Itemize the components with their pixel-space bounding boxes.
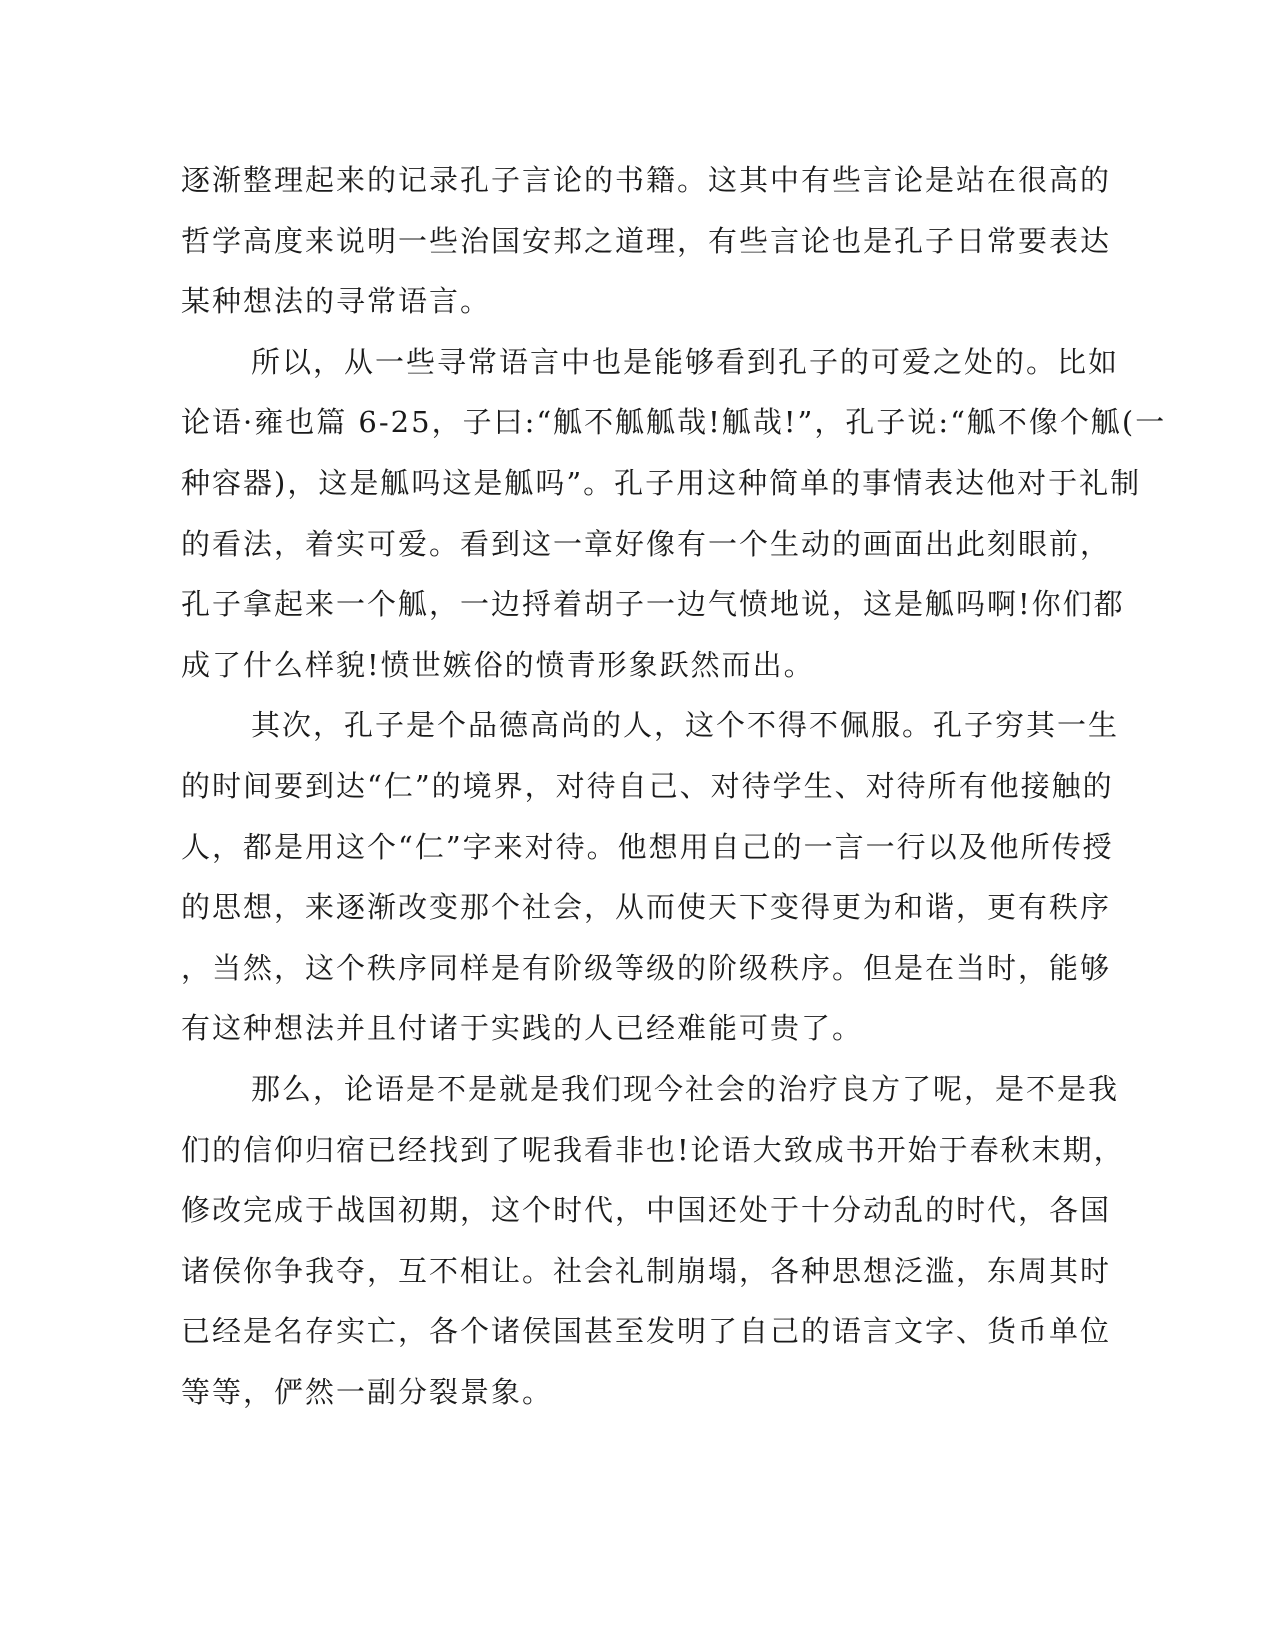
text-line: 其次，孔子是个品德高尚的人，这个不得不佩服。孔子穷其一生 xyxy=(251,708,1120,743)
text-line: 的时间要到达“仁”的境界，对待自己、对待学生、对待所有他接触的 xyxy=(181,768,1114,803)
text-line: 人，都是用这个“仁”字来对待。他想用自己的一言一行以及他所传授 xyxy=(181,829,1114,864)
paragraph-2 xyxy=(181,340,1167,704)
text-line: 种容器)，这是觚吗这是觚吗”。孔子用这种简单的事情表达他对于礼制 xyxy=(181,465,1142,500)
text-line: 已经是名存实亡，各个诸侯国甚至发明了自己的语言文字、货币单位 xyxy=(181,1314,1112,1349)
document-body xyxy=(181,158,1167,1430)
paragraph-3 xyxy=(181,703,1120,1067)
text-line: 某种想法的寻常语言。 xyxy=(181,284,492,319)
text-line: 逐渐整理起来的记录孔子言论的书籍。这其中有些言论是站在很高的 xyxy=(181,163,1112,197)
text-line: 所以，从一些寻常语言中也是能够看到孔子的可爱之处的。比如 xyxy=(251,344,1120,379)
text-line: 等等，俨然一副分裂景象。 xyxy=(181,1374,554,1409)
paragraph-4 xyxy=(181,1067,1125,1431)
text-line: 论语·雍也篇 6-25，子曰:“觚不觚觚哉!觚哉!”，孔子说:“觚不像个觚(一 xyxy=(181,405,1167,440)
text-line: 哲学高度来说明一些治国安邦之道理，有些言论也是孔子日常要表达 xyxy=(181,223,1112,258)
text-line: 的思想，来逐渐改变那个社会，从而使天下变得更为和谐，更有秩序 xyxy=(181,890,1112,925)
text-line: 的看法，着实可爱。看到这一章好像有一个生动的画面出此刻眼前， xyxy=(181,526,1112,561)
paragraph-1 xyxy=(181,158,1112,340)
text-line: 孔子拿起来一个觚，一边捋着胡子一边气愤地说，这是觚吗啊!你们都 xyxy=(181,587,1125,622)
text-line: ，当然，这个秩序同样是有阶级等级的阶级秩序。但是在当时，能够 xyxy=(181,950,1112,985)
text-line: 成了什么样貌!愤世嫉俗的愤青形象跃然而出。 xyxy=(181,647,815,682)
text-line: 那么，论语是不是就是我们现今社会的治疗良方了呢，是不是我 xyxy=(251,1071,1120,1106)
text-line: 有这种想法并且付诸于实践的人已经难能可贵了。 xyxy=(181,1011,864,1046)
text-line: 们的信仰归宿已经找到了呢我看非也!论语大致成书开始于春秋末期， xyxy=(181,1132,1125,1167)
text-line: 修改完成于战国初期，这个时代，中国还处于十分动乱的时代，各国 xyxy=(181,1193,1112,1228)
text-line: 诸侯你争我夺，互不相让。社会礼制崩塌，各种思想泛滥，东周其时 xyxy=(181,1253,1112,1288)
